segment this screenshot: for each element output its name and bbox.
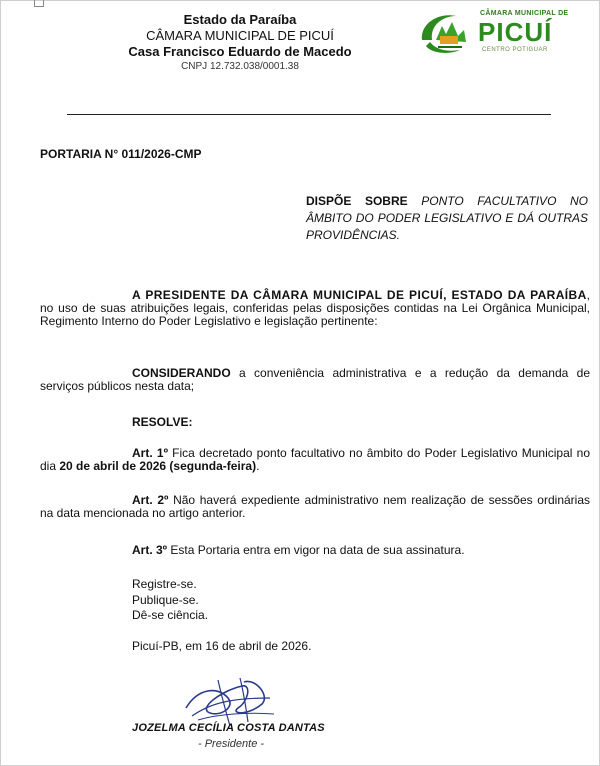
signer-role: - Presidente - — [198, 738, 265, 750]
portaria-title: PORTARIA N° 011/2026-CMP — [40, 147, 202, 161]
ementa-text: PONTO FACULTATIVO NO ÂMBITO DO PODER LEGISLATIVO E DÁ OUTRAS PROVIDÊNCIAS. — [306, 194, 588, 242]
letterhead — [60, 12, 420, 74]
resolve-heading: RESOLVE: — [132, 415, 193, 429]
article-1 — [40, 447, 590, 473]
considerando-paragraph — [40, 367, 590, 393]
ementa — [306, 193, 588, 244]
signer-name: JOZELMA CECÍLIA COSTA DANTAS — [132, 722, 325, 734]
closing-line: Dê-se ciência. — [132, 608, 209, 622]
art3-label: Art. 3º — [132, 543, 168, 557]
closing-line: Registre-se. — [132, 577, 197, 591]
corner-mark — [34, 0, 44, 7]
house-name: Casa Francisco Eduardo de Macedo — [128, 44, 352, 59]
state-name: Estado da Paraíba — [183, 12, 297, 27]
intro-lead: A PRESIDENTE DA CÂMARA MUNICIPAL DE PICUÍ, ESTADO DA PARAÍBA — [132, 288, 587, 302]
art1-date: 20 de abril de 2026 (segunda-feira) — [59, 459, 257, 473]
logo-main-text: PICUÍ — [478, 17, 553, 47]
ementa-lead: DISPÕE SOBRE — [306, 194, 408, 208]
considerando-text: a conveniência administrativa e a redução da demanda de serviços públicos nesta data; — [40, 366, 590, 393]
chamber-logo — [416, 8, 574, 58]
closing-line: Publique-se. — [132, 592, 199, 607]
logo-emblem-icon — [416, 10, 474, 58]
closing-block — [132, 577, 208, 624]
considerando-lead: CONSIDERANDO — [132, 366, 231, 380]
art2-text: Não haverá expediente administrativo nem realização de sessões ordinárias na data mencionada no artigo anterior. — [40, 493, 591, 520]
place-date: Picuí-PB, em 16 de abril de 2026. — [132, 639, 312, 653]
logo-sub-text: CENTRO POTIGUAR — [482, 47, 548, 53]
signature-icon — [178, 668, 288, 730]
art1-end: . — [256, 459, 260, 473]
intro-paragraph — [40, 289, 590, 328]
article-3 — [40, 544, 590, 557]
art2-label: Art. 2º — [132, 493, 169, 507]
art1-label: Art. 1º — [132, 446, 168, 460]
header-divider — [67, 114, 551, 115]
cnpj: CNPJ 12.732.038/0001.38 — [181, 61, 299, 72]
chamber-name: CÂMARA MUNICIPAL DE PICUÍ — [146, 28, 334, 43]
art1-text: Fica decretado ponto facultativo no âmbito do Poder Legislativo Municipal no dia — [40, 446, 590, 473]
intro-text: , no uso de suas atribuições legais, conferidas pelas disposições contidas na Lei Orgânica Municipal, Regimento Interno do Poder Legislativo e legislação pertinente: — [40, 288, 590, 328]
logo-top-text: CÂMARA MUNICIPAL DE — [480, 10, 569, 17]
article-2 — [40, 494, 590, 520]
art3-text: Esta Portaria entra em vigor na data de sua assinatura. — [167, 543, 465, 557]
